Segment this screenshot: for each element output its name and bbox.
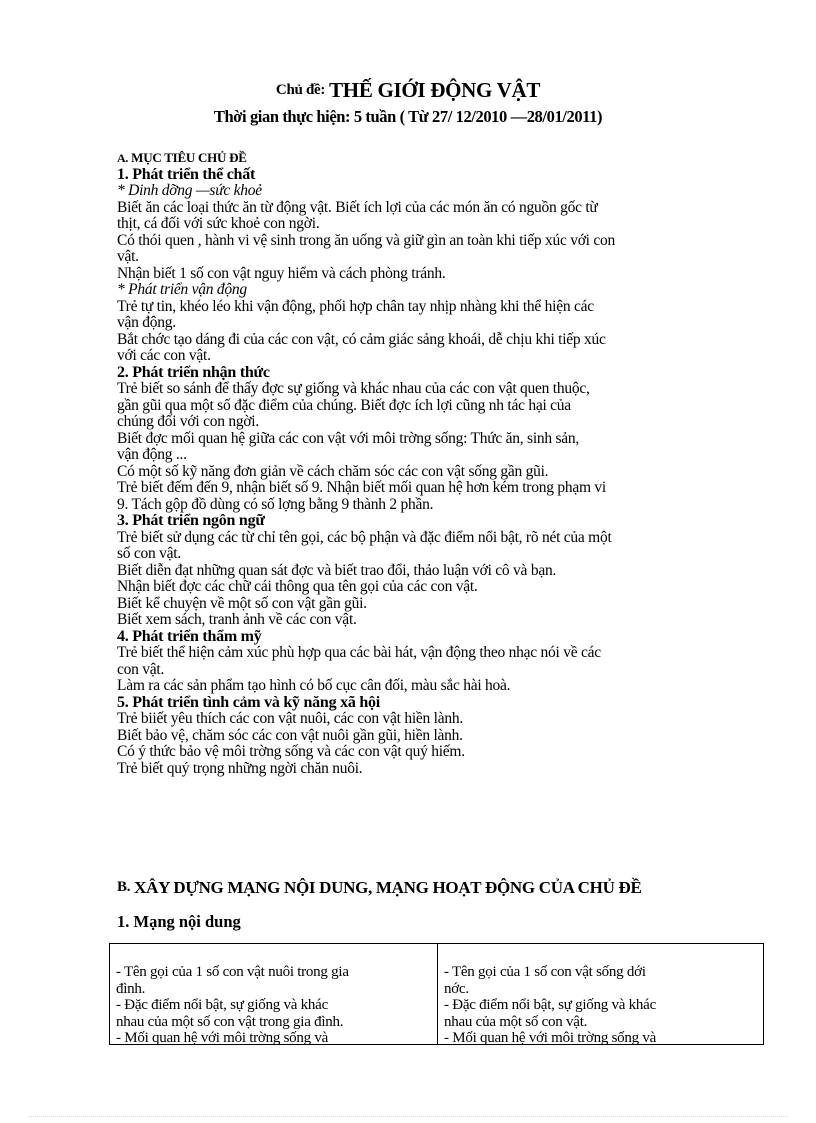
text-line: Trẻ biết quý trọng những ngời chăn nuôi. [117, 759, 363, 777]
table-cell-right [437, 944, 763, 1044]
text-line: Biết ăn các loại thức ăn từ động vật. Biết ích lợi của các món ăn có nguồn gốc từ [117, 198, 598, 216]
text-line: Trẻ biết thể hiện cảm xúc phù hợp qua các bài hát, vận động theo nhạc nói về các [117, 644, 601, 661]
subsection-heading: 5. Phát triển tình cảm và kỹ năng xã hội [117, 693, 380, 711]
text-line: gần gũi qua một số đặc điểm của chúng. Biết đợc ích lợi cũng nh tác hại của [117, 396, 571, 414]
subsection-heading: 4. Phát triển thẩm mỹ [117, 627, 262, 645]
text-line: Nhận biết 1 số con vật nguy hiểm và cách phòng tránh. [117, 264, 446, 282]
text-line: con vật. [117, 660, 165, 678]
content-network-heading: 1. Mạng nội dung [117, 912, 241, 931]
text-line: Có thói quen , hành vi vệ sinh trong ăn uống và giữ gìn an toàn khi tiếp xúc với con [117, 231, 615, 249]
topic-title [0, 78, 816, 103]
text-line: vận động ... [117, 446, 187, 463]
text-line: Bắt chớc tạo dáng đi của các con vật, có cảm giác sảng khoái, dễ chịu khi tiếp xúc [117, 330, 606, 348]
text-line: Trẻ biết so sánh để thấy đợc sự giống và khác nhau của các con vật quen thuộc, [117, 380, 590, 397]
text-line: thịt, cá đối với sức khoẻ con ngời. [117, 215, 320, 232]
subsection-heading: 2. Phát triển nhận thức [117, 363, 270, 381]
text-line: Biết kể chuyện về một số con vật gần gũi. [117, 594, 367, 612]
content-network-table [109, 943, 764, 1045]
time-period: Thời gian thực hiện: 5 tuần ( Từ 27/ 12/2010 —28/01/2011) [213, 107, 603, 126]
text-line: Biết diễn đạt những quan sát đợc và biết trao đổi, thảo luận với cô và bạn. [117, 561, 557, 579]
section-b-heading [117, 878, 642, 898]
text-line: vật. [117, 248, 139, 265]
topic-name: THẾ GIỚI ĐỘNG VẬT [329, 78, 541, 102]
table-cell-line: đình. [116, 980, 146, 997]
text-line: Biết bảo vệ, chăm sóc các con vật nuôi gần gũi, hiền lành. [117, 726, 463, 744]
table-cell-line: - Mối quan hệ với môi trờng sống và [116, 1030, 329, 1045]
subsection-heading: 1. Phát triển thể chất [117, 165, 256, 183]
text-line: chúng đối với con ngời. [117, 413, 259, 430]
text-line: Có một số kỹ năng đơn giản về cách chăm sóc các con vật sống gần gũi. [117, 462, 549, 480]
subsection-subheading: * Dinh dỡng —sức khoẻ [117, 182, 262, 199]
section-a-lines [117, 167, 757, 778]
text-line: Trẻ biết đếm đến 9, nhận biết số 9. Nhận biết mối quan hệ hơn kém trong phạm vi [117, 479, 606, 496]
section-a [117, 150, 757, 777]
table-cell-line: - Tên gọi của 1 số con vật sống dới [444, 964, 646, 980]
subsection-heading: 3. Phát triển ngôn ngữ [117, 512, 265, 529]
text-line: Biết đợc mối quan hệ giữa các con vật với môi trờng sống: Thức ăn, sinh sản, [117, 429, 580, 447]
table-cell-line: - Đặc điểm nổi bật, sự giống và khác [444, 997, 656, 1013]
table-cell-line: nớc. [444, 980, 469, 997]
text-line: với các con vật. [117, 347, 211, 364]
text-line: Nhận biết đợc các chữ cái thông qua tên gọi của các con vật. [117, 578, 478, 595]
section-b-letter: B. [117, 879, 131, 895]
table-cell-line: - Đặc điểm nổi bật, sự giống và khác [116, 997, 328, 1013]
text-line: vận động. [117, 314, 176, 331]
page-bottom-divider [28, 1116, 788, 1117]
table-cell-line: - Mối quan hệ với môi trờng sống và [444, 1030, 657, 1045]
section-a-heading [117, 150, 757, 167]
table-cell-line: nhau của một số con vật trong gia đình. [116, 1013, 344, 1030]
subsection-subheading: * Phát triển vận động [117, 281, 247, 298]
table-cell-left [110, 944, 437, 1044]
text-line: Làm ra các sản phẩm tạo hình có bố cục cân đối, màu sắc hài hoà. [117, 677, 511, 694]
section-b-title: XÂY DỰNG MẠNG NỘI DUNG, MẠNG HOẠT ĐỘNG CỦA CHỦ ĐỀ [134, 878, 642, 897]
text-line: Có ý thức bảo vệ môi trờng sống và các con vật quý hiếm. [117, 743, 465, 760]
text-line: 9. Tách gộp đồ dùng có số lợng bằng 9 thành 2 phần. [117, 495, 434, 513]
table-cell-line: - Tên gọi của 1 số con vật nuôi trong gia [116, 964, 349, 980]
text-line: Biết xem sách, tranh ảnh về các con vật. [117, 611, 357, 628]
section-a-title: MỤC TIÊU CHỦ ĐỀ [131, 150, 247, 165]
topic-prefix: Chủ đề: [275, 82, 326, 98]
text-line: Trẻ tự tin, khéo léo khi vận động, phối hợp chân tay nhịp nhàng khi thể hiện các [117, 297, 594, 315]
section-a-letter: A. [117, 151, 129, 165]
text-line: Trẻ biết sử dụng các từ chỉ tên gọi, các bộ phận và đặc điểm nổi bật, rõ nét của một [117, 528, 612, 546]
table-cell-line: nhau của một số con vật. [444, 1013, 588, 1030]
text-line: Trẻ biiết yêu thích các con vật nuôi, các con vật hiền lành. [117, 710, 463, 727]
text-line: số con vật. [117, 545, 181, 562]
